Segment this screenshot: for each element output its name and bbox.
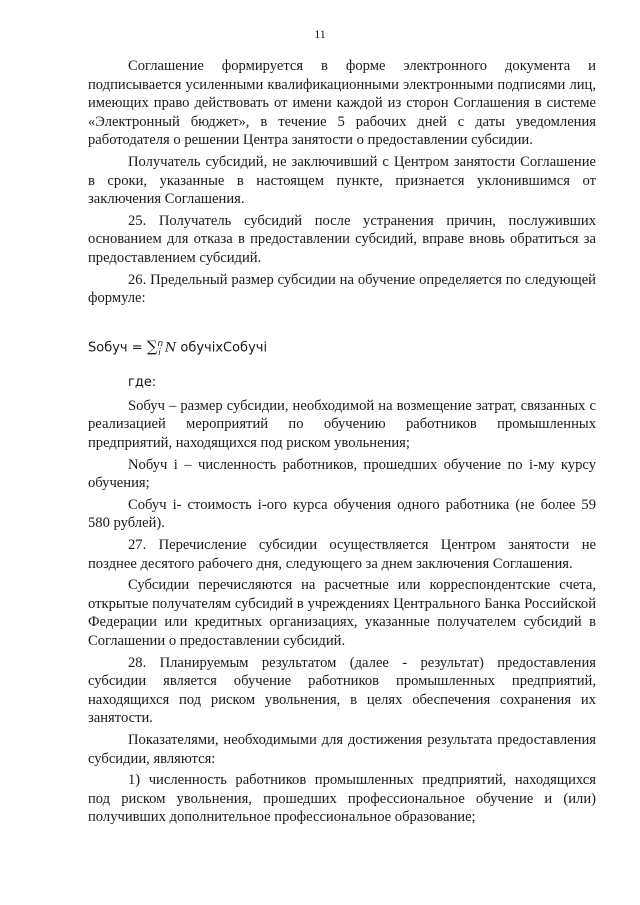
where-label: где: xyxy=(128,375,157,391)
paragraph-27: 27. Перечисление субсидии осуществляется Центром занятости не позднее десятого рабочего дня, следующего за днем заключения Соглашения. xyxy=(88,536,596,572)
definition-n-obuch: Nобуч i – численность работников, прошедших обучение по i-му курсу обучения; xyxy=(88,456,596,492)
sum-subscript: i xyxy=(158,347,161,358)
formula-rhs: обучiхСобучi xyxy=(176,340,268,356)
sum-symbol: ∑ xyxy=(146,337,158,356)
paragraph-28: 28. Планируемым результатом (далее - результат) предоставления субсидии является обучение работников промышленных предприятий, находящихся под риском увольнения, в целях обеспечения сохранения их занятости. xyxy=(88,654,596,727)
subsidy-formula xyxy=(88,335,596,363)
paragraph-26: 26. Предельный размер субсидии на обучение определяется по следующей формуле: xyxy=(88,271,596,307)
paragraph-25: 25. Получатель субсидий после устранения причин, послуживших основанием для отказа в предоставлении субсидий, вправе вновь обратиться за предоставлением субсидий. xyxy=(88,212,596,266)
definition-s-obuch: Sобуч – размер субсидии, необходимой на возмещение затрат, связанных с реализацией мероприятий по обучению работников промышленных предприятий, находящихся под риском увольнения; xyxy=(88,397,596,452)
paragraph-indicators: Показателями, необходимыми для достижения результата предоставления субсидии, являются: xyxy=(88,731,596,767)
paragraph-transfer-accounts: Субсидии перечисляются на расчетные или корреспондентские счета, открытые получателям субсидий в учреждениях Центрального Банка Российской Федерации или кредитных организациях, указанные получателем субсидий в Соглашении о предоставлении субсидий. xyxy=(88,577,596,649)
formula-lhs: Sобуч = xyxy=(88,340,147,356)
sum-superscript: n xyxy=(157,338,164,349)
paragraph-evasion: Получатель субсидий, не заключивший с Центром занятости Соглашение в сроки, указанные в настоящем пункте, признается уклонившимся от заключения Соглашения. xyxy=(88,153,596,208)
indicator-item-1: 1) численность работников промышленных предприятий, находящихся под риском увольнения, прошедших профессиональное обучение и (или) получивших дополнительное профессиональное образование; xyxy=(88,772,596,826)
page-number: 11 xyxy=(314,27,326,41)
formula-n-variable: N xyxy=(164,340,177,356)
definition-c-obuch: Собуч i- стоимость i-ого курса обучения одного работника (не более 59 580 рублей). xyxy=(88,496,596,532)
document-body xyxy=(88,57,596,830)
paragraph-agreement-formation: Соглашение формируется в форме электронного документа и подписывается усиленными квалификационными электронными подписями лиц, имеющих право действовать от имени каждой из сторон Соглашения в системе «Электронный бюджет», в течение 5 рабочих дней с даты уведомления работодателя о решении Центра занятости о предоставлении субсидии. xyxy=(88,58,596,149)
